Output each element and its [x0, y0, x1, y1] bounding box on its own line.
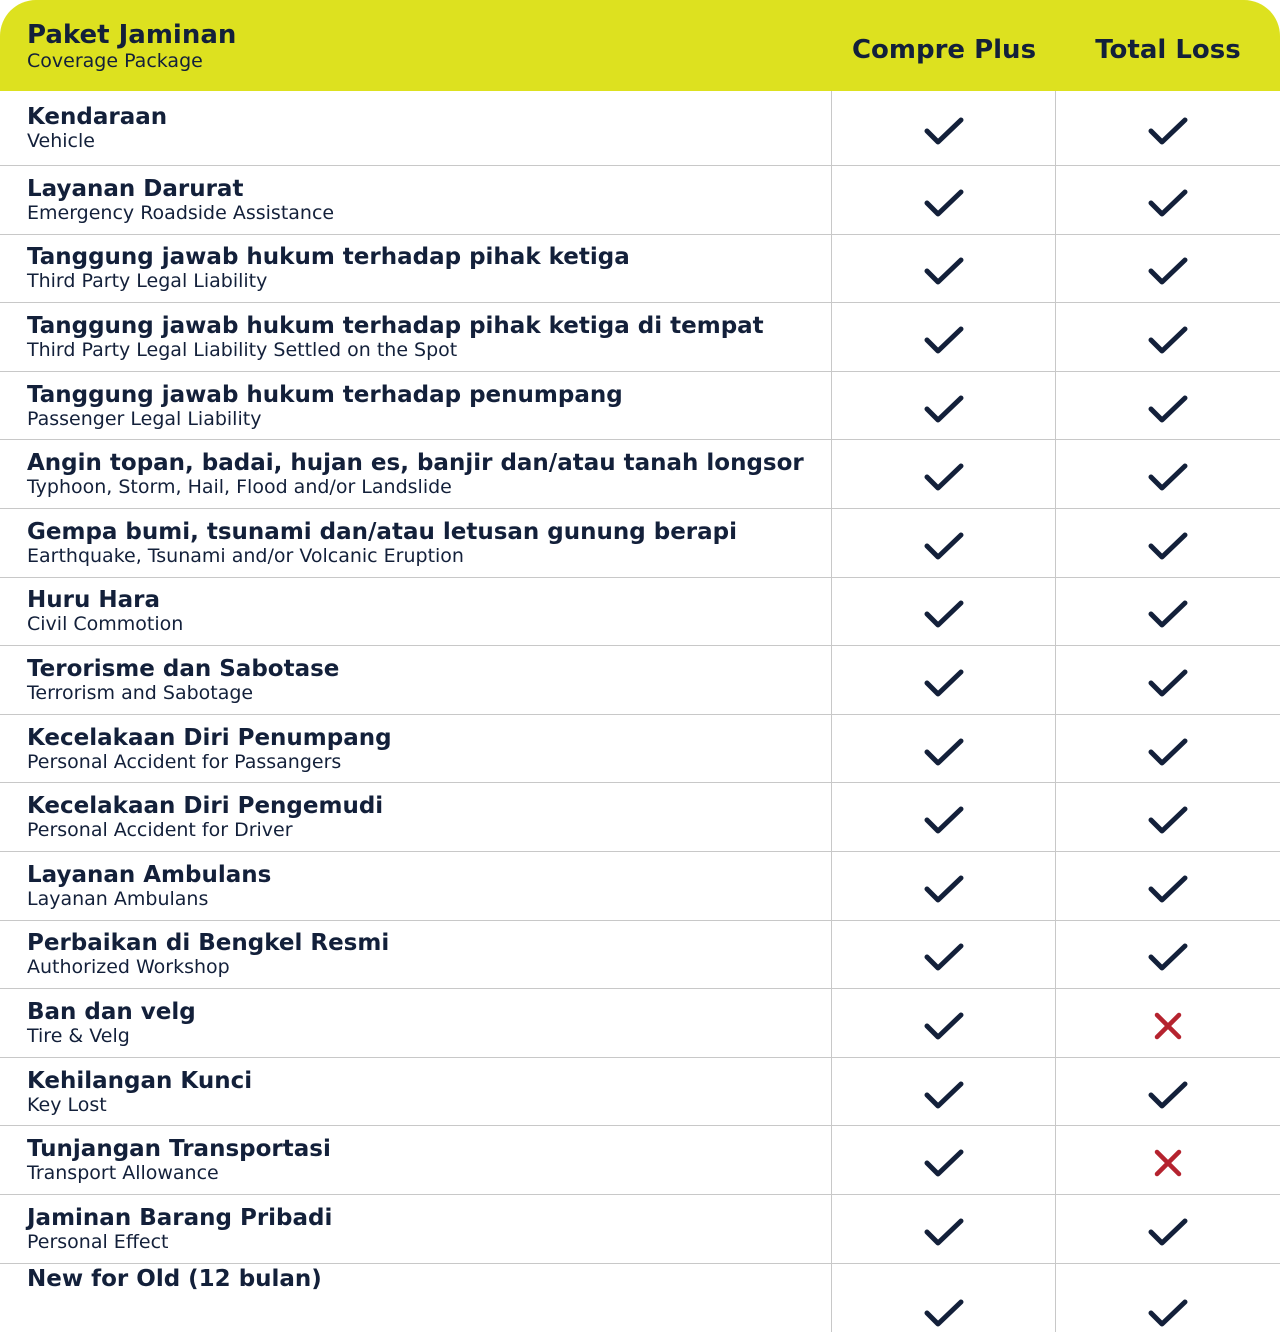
table-row [0, 166, 1280, 235]
coverage-name-english: Third Party Legal Liability [27, 270, 268, 293]
compre-plus-check-icon [832, 91, 1056, 165]
total-loss-check-icon [1056, 921, 1280, 989]
header-subtitle: Coverage Package [27, 49, 203, 72]
compre-plus-check-icon [832, 1058, 1056, 1126]
header-label-cell [0, 0, 832, 91]
total-loss-check-icon [1056, 91, 1280, 165]
compre-plus-check-icon [832, 852, 1056, 920]
coverage-label-cell [0, 1264, 832, 1332]
total-loss-check-icon [1056, 783, 1280, 851]
compre-plus-check-icon [832, 989, 1056, 1057]
total-loss-check-icon [1056, 852, 1280, 920]
compre-plus-check-icon [832, 166, 1056, 234]
compre-plus-check-icon [832, 372, 1056, 440]
compre-plus-check-icon [832, 578, 1056, 646]
header-title: Paket Jaminan [27, 19, 237, 50]
compre-plus-check-icon [832, 1195, 1056, 1263]
coverage-label-cell [0, 166, 832, 234]
coverage-name-english: Passenger Legal Liability [27, 407, 262, 430]
coverage-name: Kehilangan Kunci [27, 1067, 253, 1094]
column-header-total-loss: Total Loss [1095, 34, 1241, 65]
total-loss-check-icon [1056, 1058, 1280, 1126]
coverage-name: Ban dan velg [27, 998, 196, 1025]
coverage-name-english: Emergency Roadside Assistance [27, 201, 335, 224]
compre-plus-check-icon [832, 303, 1056, 371]
table-row [0, 783, 1280, 852]
coverage-name: New for Old (12 bulan) [27, 1265, 322, 1292]
table-row [0, 1264, 1280, 1332]
coverage-name-english: Tire & Velg [27, 1024, 130, 1047]
table-row [0, 1126, 1280, 1195]
table-row [0, 921, 1280, 990]
coverage-name: Tunjangan Transportasi [27, 1136, 331, 1163]
compre-plus-check-icon [832, 783, 1056, 851]
coverage-label-cell [0, 509, 832, 577]
total-loss-check-icon [1056, 578, 1280, 646]
coverage-label-cell [0, 1058, 832, 1126]
coverage-label-cell [0, 783, 832, 851]
coverage-name-english: Personal Accident for Driver [27, 819, 293, 842]
coverage-label-cell [0, 646, 832, 714]
coverage-name-english: Layanan Ambulans [27, 887, 209, 910]
table-row [0, 91, 1280, 166]
table-row [0, 578, 1280, 647]
coverage-name: Kecelakaan Diri Penumpang [27, 724, 392, 751]
total-loss-check-icon [1056, 372, 1280, 440]
coverage-label-cell [0, 303, 832, 371]
coverage-label-cell [0, 715, 832, 783]
coverage-name: Gempa bumi, tsunami dan/atau letusan gunung berapi [27, 518, 738, 545]
coverage-name: Layanan Ambulans [27, 861, 272, 888]
table-row [0, 1195, 1280, 1264]
coverage-name: Tanggung jawab hukum terhadap pihak ketiga [27, 244, 630, 271]
coverage-name-english: Typhoon, Storm, Hail, Flood and/or Landslide [27, 476, 452, 499]
table-row [0, 852, 1280, 921]
coverage-name: Terorisme dan Sabotase [27, 655, 340, 682]
coverage-name: Huru Hara [27, 587, 160, 614]
table-row [0, 509, 1280, 578]
compre-plus-check-icon [832, 921, 1056, 989]
coverage-name-english: Transport Allowance [27, 1162, 219, 1185]
table-row [0, 1058, 1280, 1127]
table-header [0, 0, 1280, 91]
coverage-name-english: Personal Effect [27, 1230, 169, 1253]
coverage-label-cell [0, 235, 832, 303]
coverage-name-english: Third Party Legal Liability Settled on the Spot [27, 338, 458, 361]
total-loss-check-icon [1056, 440, 1280, 508]
coverage-name-english: Vehicle [27, 130, 95, 152]
compre-plus-check-icon [832, 509, 1056, 577]
coverage-name-english: Terrorism and Sabotage [27, 681, 254, 704]
coverage-name: Kecelakaan Diri Pengemudi [27, 793, 384, 820]
compre-plus-check-icon [832, 235, 1056, 303]
table-row [0, 235, 1280, 304]
coverage-label-cell [0, 1195, 832, 1263]
total-loss-check-icon [1056, 1264, 1280, 1332]
coverage-label-cell [0, 989, 832, 1057]
coverage-label-cell [0, 578, 832, 646]
coverage-label-cell [0, 921, 832, 989]
total-loss-check-icon [1056, 303, 1280, 371]
coverage-label-cell [0, 372, 832, 440]
total-loss-check-icon [1056, 509, 1280, 577]
coverage-name: Layanan Darurat [27, 175, 244, 202]
total-loss-check-icon [1056, 715, 1280, 783]
coverage-label-cell [0, 1126, 832, 1194]
compre-plus-check-icon [832, 1126, 1056, 1194]
coverage-label-cell [0, 91, 832, 165]
total-loss-check-icon [1056, 166, 1280, 234]
compre-plus-check-icon [832, 440, 1056, 508]
coverage-label-cell [0, 852, 832, 920]
compre-plus-check-icon [832, 646, 1056, 714]
coverage-name: Jaminan Barang Pribadi [27, 1204, 333, 1231]
coverage-name-english: Earthquake, Tsunami and/or Volcanic Eruption [27, 544, 464, 567]
coverage-name-english: Key Lost [27, 1093, 107, 1116]
table-row [0, 303, 1280, 372]
coverage-name-english: Authorized Workshop [27, 956, 230, 979]
compre-plus-check-icon [832, 1264, 1056, 1332]
total-loss-cross-icon [1056, 989, 1280, 1057]
table-row [0, 646, 1280, 715]
column-header-compre-plus: Compre Plus [851, 34, 1037, 65]
coverage-label-cell [0, 440, 832, 508]
compre-plus-check-icon [832, 715, 1056, 783]
table-row [0, 989, 1280, 1058]
coverage-name: Perbaikan di Bengkel Resmi [27, 930, 390, 957]
table-row [0, 440, 1280, 509]
coverage-name-english: Civil Commotion [27, 613, 184, 636]
total-loss-check-icon [1056, 235, 1280, 303]
total-loss-check-icon [1056, 646, 1280, 714]
coverage-name: Tanggung jawab hukum terhadap pihak ketiga di tempat [27, 312, 764, 339]
coverage-name-english: Personal Accident for Passangers [27, 750, 342, 773]
table-row [0, 715, 1280, 784]
table-row [0, 372, 1280, 441]
total-loss-check-icon [1056, 1195, 1280, 1263]
table-body [0, 91, 1280, 1332]
coverage-name: Kendaraan [27, 104, 168, 130]
total-loss-cross-icon [1056, 1126, 1280, 1194]
coverage-name: Angin topan, badai, hujan es, banjir dan/atau tanah longsor [27, 450, 804, 477]
coverage-name: Tanggung jawab hukum terhadap penumpang [27, 381, 623, 408]
